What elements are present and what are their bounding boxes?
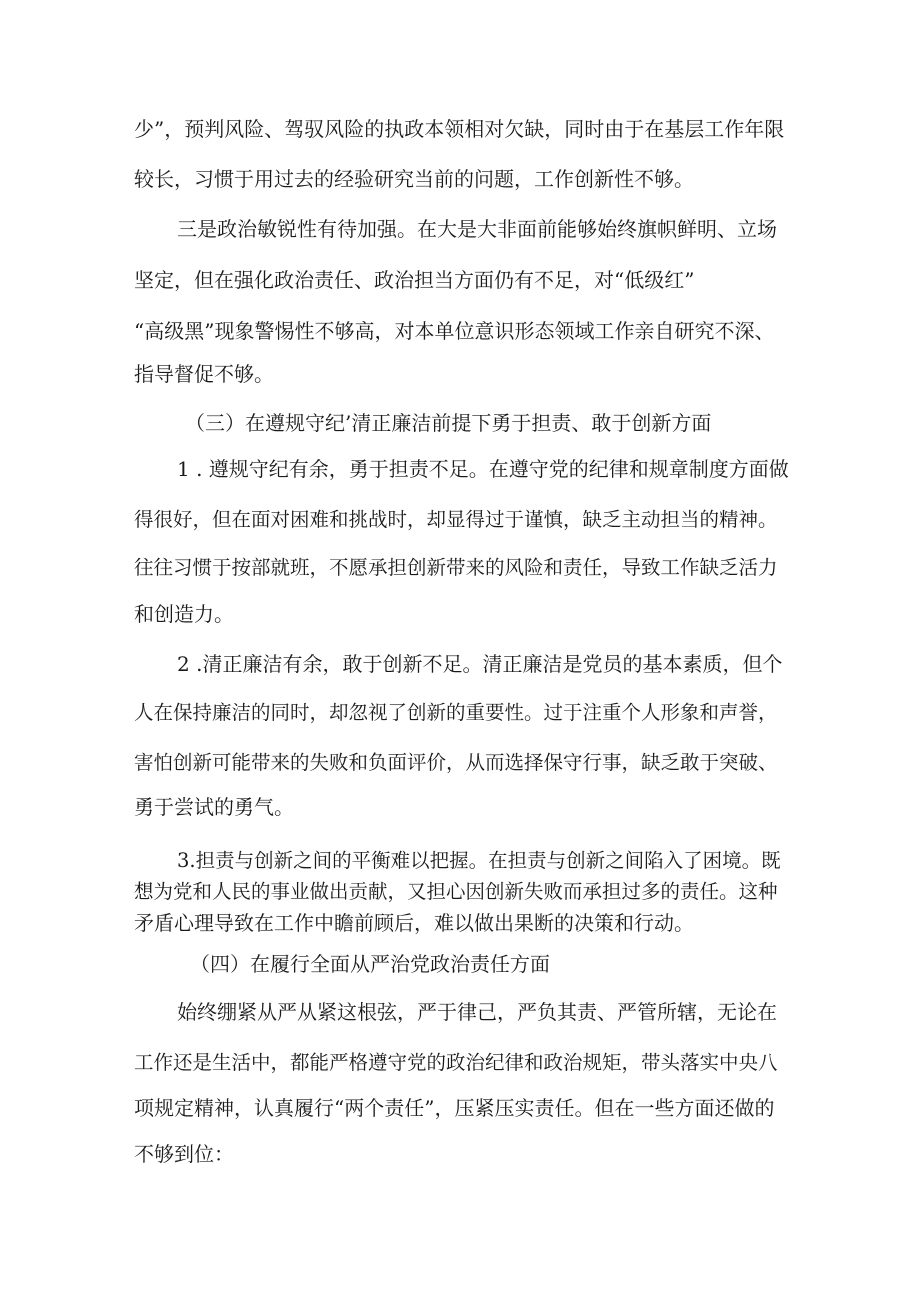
text-line: 2 .清正廉洁有余，敢于创新不足。清正廉洁是党员的基本素质，但个 [177, 652, 783, 676]
text-line: 少”，预判风险、驾驭风险的执政本领相对欠缺，同时由于在基层工作年限 [134, 117, 785, 141]
text-line: 往往习惯于按部就班，不愿承担创新带来的风险和责任，导致工作缺乏活力 [134, 556, 778, 579]
text-line: 人在保持廉洁的同时，却忽视了创新的重要性。过于注重个人形象和声誉， [134, 701, 778, 724]
section-heading: （三）在遵规守纪’清正廉洁前提下勇于担责、敢于创新方面 [185, 411, 712, 435]
text-line: 得很好，但在面对困难和挑战时，却显得过于谨慎，缺乏主动担当的精神。 [134, 508, 778, 531]
text-line: 1 . 遵规守纪有余，勇于担责不足。在遵守党的纪律和规章制度方面做 [177, 457, 789, 481]
text-line: 勇于尝试的勇气。 [134, 795, 294, 819]
text-line: “高级黑”现象警惕性不够高，对本单位意识形态领域工作亲自研究不深、 [134, 319, 775, 343]
text-line: 矛盾心理导致在工作中瞻前顾后，难以做出果断的决策和行动。 [134, 911, 694, 935]
text-line: 较长，习惯于用过去的经验研究当前的问题，工作创新性不够。 [134, 167, 694, 191]
text-line: 始终绷紧从严从紧这根弦，严于律己，严负其责、严管所辖，无论在 [177, 1000, 777, 1024]
text-line: 坚定，但在强化政治责任、政治担当方面仍有不足，对“低级红” [134, 268, 695, 292]
text-line: 三是政治敏锐性有待加强。在大是大非面前能够始终旗帜鲜明、立场 [177, 217, 777, 241]
text-line: 项规定精神，认真履行“两个责任”，压紧压实责任。但在一些方面还做的 [134, 1096, 775, 1120]
text-line: 指导督促不够。 [134, 362, 274, 386]
text-line: 想为党和人民的事业做出贡献，又担心因创新失败而承担过多的责任。这种 [134, 880, 778, 903]
text-line: 害怕创新可能带来的失败和负面评价，从而选择保守行事，缺乏敢于突破、 [134, 751, 778, 774]
text-line: 3.担责与创新之间的平衡难以把握。在担责与创新之间陷入了困境。既 [177, 849, 781, 872]
section-heading: （四）在履行全面从严治党政治责任方面 [190, 952, 550, 976]
text-line: 和创造力。 [134, 602, 234, 626]
text-line: 工作还是生活中，都能严格遵守党的政治纪律和政治规矩，带头落实中央八 [134, 1051, 778, 1074]
text-line: 不够到位： [134, 1142, 234, 1166]
